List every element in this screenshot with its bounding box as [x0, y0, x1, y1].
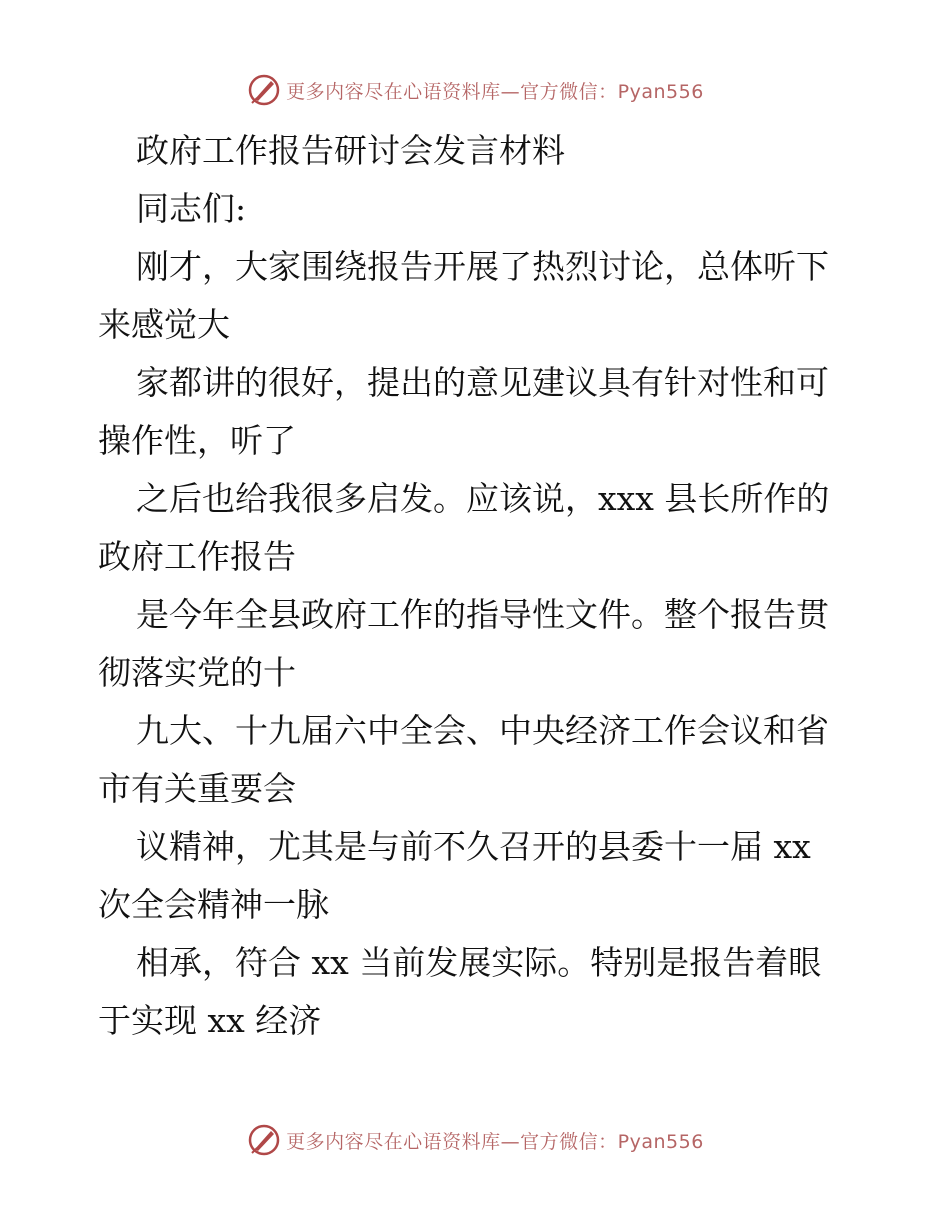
text-line: 于实现 xx 经济	[98, 1001, 322, 1040]
quill-pen-logo-icon	[246, 72, 282, 108]
quill-pen-logo-icon	[246, 1122, 282, 1158]
document-title: 政府工作报告研讨会发言材料	[136, 131, 565, 170]
header-watermark	[0, 70, 950, 110]
text-line: 彻落实党的十	[98, 653, 296, 692]
watermark-text: 更多内容尽在心语资料库—官方微信：Pyan556	[286, 80, 704, 103]
text-line: 刚才，大家围绕报告开展了热烈讨论，总体听下	[136, 247, 829, 286]
text-line: 家都讲的很好，提出的意见建议具有针对性和可	[136, 363, 829, 402]
text-line: 同志们:	[136, 189, 247, 228]
text-line: 九大、十九届六中全会、中央经济工作会议和省	[136, 711, 829, 750]
watermark-text: 更多内容尽在心语资料库—官方微信：Pyan556	[286, 1130, 704, 1153]
text-line: 政府工作报告	[98, 537, 296, 576]
text-line: 是今年全县政府工作的指导性文件。整个报告贯	[136, 595, 829, 634]
text-line: 议精神，尤其是与前不久召开的县委十一届 xx	[136, 827, 811, 866]
text-line: 次全会精神一脉	[98, 885, 329, 924]
text-line: 相承，符合 xx 当前发展实际。特别是报告着眼	[136, 943, 822, 982]
document-body	[98, 122, 858, 1050]
text-line: 市有关重要会	[98, 769, 296, 808]
text-line: 之后也给我很多启发。应该说，xxx 县长所作的	[136, 479, 830, 518]
text-line: 来感觉大	[98, 305, 230, 344]
footer-watermark	[0, 1120, 950, 1160]
text-line: 操作性，听了	[98, 421, 296, 460]
